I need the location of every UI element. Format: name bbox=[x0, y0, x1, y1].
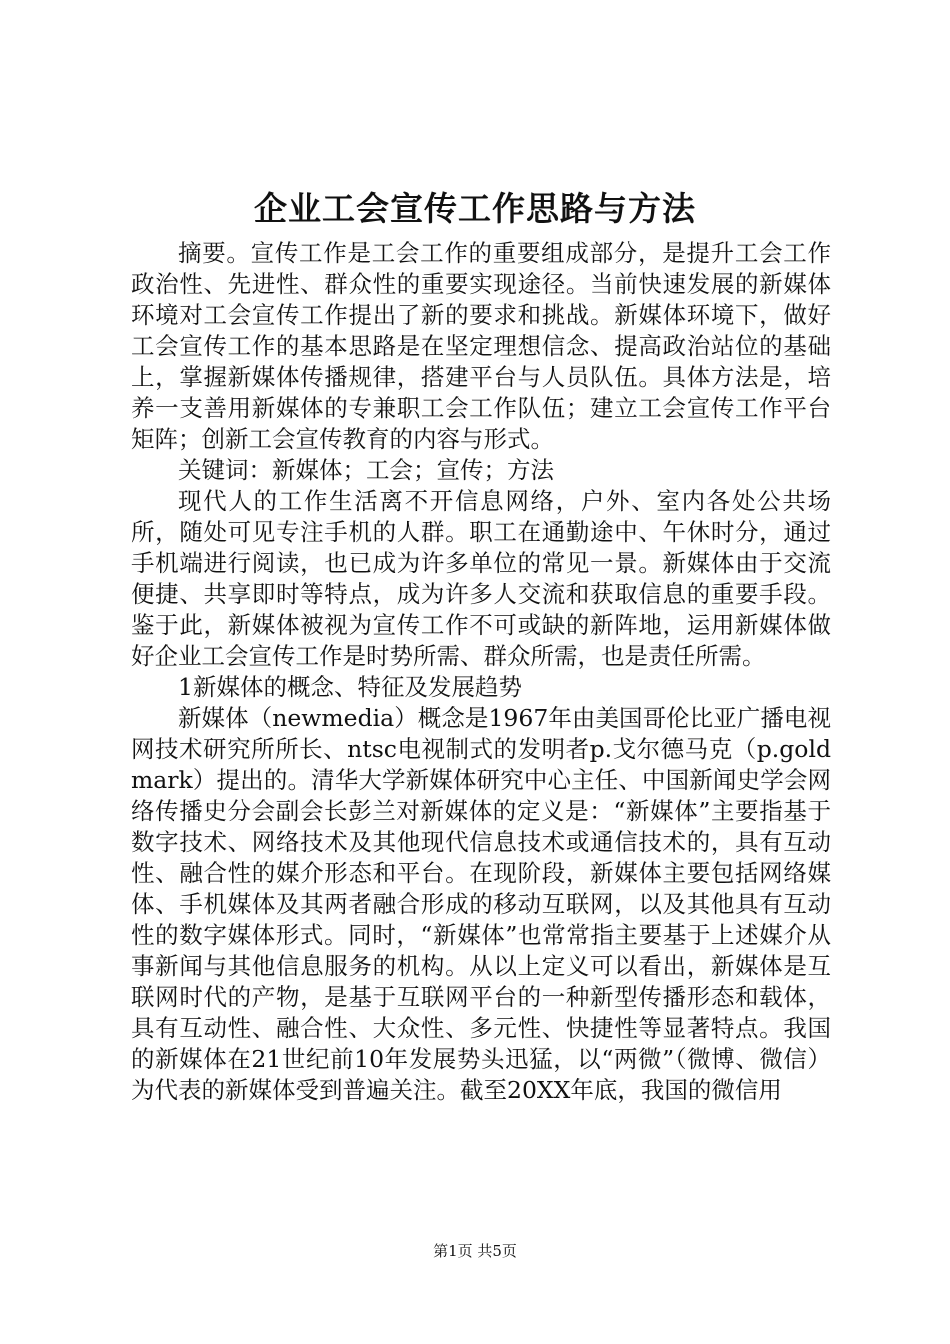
section-heading: 1新媒体的概念、特征及发展趋势 bbox=[178, 673, 522, 701]
document-title: 企业工会宣传工作思路与方法 bbox=[254, 189, 696, 228]
abstract-paragraph: 摘要。宣传工作是工会工作的重要组成部分，是提升工会工作政治性、先进性、群众性的重要实现途径。当前快速发展的新媒体环境对工会宣传工作提出了新的要求和挑战。新媒体环境下，做好工会宣传工作的基本思路是在坚定理想信念、提高政治站位的基础上，掌握新媒体传播规律，搭建平台与人员队伍。具体方法是，培养一支善用新媒体的专兼职工会工作队伍；建立工会宣传工作平台矩阵；创新工会宣传教育的内容与形式。 bbox=[131, 239, 831, 453]
document-body bbox=[131, 238, 831, 1106]
intro-paragraph: 现代人的工作生活离不开信息网络，户外、室内各处公共场所，随处可见专注手机的人群。职工在通勤途中、午休时分，通过手机端进行阅读，也已成为许多单位的常见一景。新媒体由于交流便捷、共享即时等特点，成为许多人交流和获取信息的重要手段。鉴于此，新媒体被视为宣传工作不可或缺的新阵地，运用新媒体做好企业工会宣传工作是时势所需、群众所需，也是责任所需。 bbox=[131, 487, 831, 670]
body-paragraph: 新媒体（newmedia）概念是1967年由美国哥伦比亚广播电视网技术研究所所长、ntsc电视制式的发明者p.戈尔德马克（p.goldmark）提出的。清华大学新媒体研究中心主任、中国新闻史学会网络传播史分会副会长彭兰对新媒体的定义是：“新媒体”主要指基于数字技术、网络技术及其他现代信息技术或通信技术的，具有互动性、融合性的媒介形态和平台。在现阶段，新媒体主要包括网络媒体、手机媒体及其两者融合形成的移动互联网，以及其他具有互动性的数字媒体形式。同时，“新媒体”也常常指主要基于上述媒介从事新闻与其他信息服务的机构。从以上定义可以看出，新媒体是互联网时代的产物，是基于互联网平台的一种新型传播形态和载体，具有互动性、融合性、大众性、多元性、快捷性等显著特点。我国的新媒体在21世纪前10年发展势头迅猛，以“两微”（微博、微信）为代表的新媒体受到普遍关注。截至20XX年底，我国的微信用 bbox=[131, 704, 831, 1104]
keywords-paragraph: 关键词：新媒体；工会；宣传；方法 bbox=[178, 456, 554, 484]
page-number-footer: 第1页 共5页 bbox=[433, 1242, 517, 1260]
